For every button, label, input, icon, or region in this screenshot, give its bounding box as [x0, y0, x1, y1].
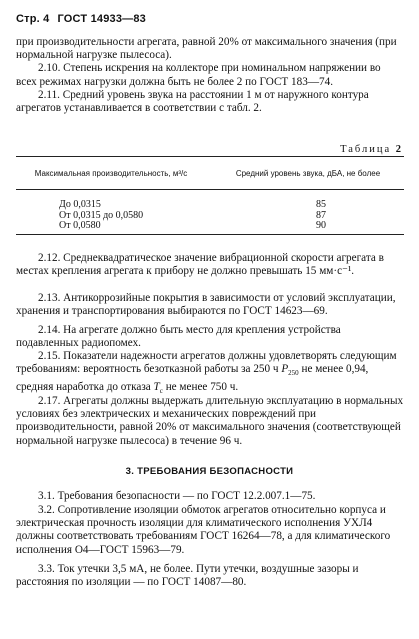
paragraph-3-3: 3.3. Ток утечки 3,5 мА, не более. Пути утечки, воздушные зазоры и расстояния по изоляции — по ГОСТ 14087—80.: [16, 563, 359, 589]
table-col-noise: [216, 200, 404, 232]
table-cell: 85: [316, 199, 326, 210]
paragraph-2-15-text-a: 2.15. Показатели надежности агрегатов должны удовлетворять следующим требованиям: вероятность безотказной работы за 250 ч: [16, 350, 397, 376]
paragraph-2-10: 2.10. Степень искрения на коллекторе при номинальном напряжении во всех режимах нагрузки должна быть не более 2 по ГОСТ 183—74.: [16, 62, 381, 88]
paragraph-continued: при производительности агрегата, равной 20% от максимального значения (при нормальной нагрузке пылесоса).: [16, 36, 397, 62]
standard-id: ГОСТ 14933—83: [57, 13, 147, 25]
table-caption: [340, 144, 401, 155]
table-col-capacity: [16, 200, 216, 232]
table-bottom-rule: [16, 234, 404, 235]
table-cell: До 0,0315: [59, 199, 101, 210]
paragraph-3-1: 3.1. Требования безопасности — по ГОСТ 12.2.007.1—75.: [38, 490, 316, 502]
paragraph-2-14: 2.14. На агрегате должно быть место для крепления устройства подавленных радиопомех.: [16, 324, 341, 350]
section-3-title: 3. ТРЕБОВАНИЯ БЕЗОПАСНОСТИ: [125, 466, 294, 477]
table-body: [16, 190, 404, 234]
table-2: [16, 156, 404, 235]
symbol-t: T: [153, 380, 160, 393]
top-paragraphs: [16, 36, 404, 115]
paragraph-2-11: 2.11. Средний уровень звука на расстоянии 1 м от наружного контура агрегатов устанавливается в соответствии с табл. 2.: [16, 88, 369, 115]
table-caption-number: 2: [395, 144, 401, 155]
paragraph-2-13: 2.13. Антикоррозийные покрытия в зависимости от условий эксплуатации, хранения и транспортирования выбираются по ГОСТ 14623—69.: [16, 292, 396, 318]
paragraph-2-15: [16, 350, 404, 398]
table-cell: 90: [316, 220, 326, 231]
page-header: [16, 13, 146, 25]
symbol-p-subscript: 250: [288, 369, 299, 378]
table-header-row: [16, 157, 404, 189]
table-cell: От 0,0580: [59, 220, 101, 231]
symbol-p: P: [281, 363, 289, 376]
table-cell: От 0,0315 до 0,0580: [59, 209, 144, 221]
table-caption-word: Таблица: [340, 144, 392, 155]
paragraph-3-2: 3.2. Сопротивление изоляции обмоток агрегатов относительно корпуса и электрическая прочность изоляции для климатического исполнения УХЛ4 должны соответствовать требованиям ГОСТ 16264—78, а для климатического исполнения О4—ГОСТ 15963—79.: [16, 504, 391, 556]
table-header-capacity: Максимальная производительность, м³/с: [34, 168, 188, 178]
paragraph-2-17: 2.17. Агрегаты должны выдержать длительную эксплуатацию в нормальных условиях без электрических и механических повреждений при производительности, равной 20% от максимального значения (соответствующей нормальной нагрузке пылесоса) в течение 96 ч.: [16, 395, 404, 447]
paragraph-2-15-text-c: не менее 750 ч.: [162, 380, 239, 393]
symbol-t-subscript: c: [159, 386, 163, 395]
paragraph-2-15-text-b: не менее 0,94, средняя наработка до отказа: [16, 363, 369, 393]
page-number: Стр. 4: [16, 13, 50, 25]
table-header-noise: Средний уровень звука, дБА, не более: [235, 168, 381, 178]
table-cell: 87: [316, 209, 326, 221]
paragraph-2-12: 2.12. Среднеквадратическое значение вибрационной скорости агрегата в местах крепления агрегата к прибору не должно превышать 15 мм·с⁻¹.: [16, 252, 384, 278]
